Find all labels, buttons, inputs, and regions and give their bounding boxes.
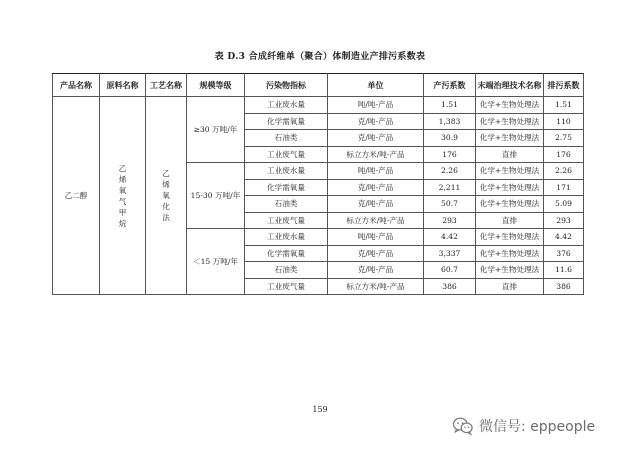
treatment-technology-cell: 化学+生物处理法 (476, 179, 544, 196)
discharge-coefficient-cell: 2.75 (544, 130, 584, 147)
header-product: 产品名称 (53, 74, 100, 97)
discharge-coefficient-cell: 11.6 (544, 262, 584, 279)
treatment-technology-cell: 化学+生物处理法 (476, 163, 544, 180)
discharge-coefficient-cell: 5.09 (544, 196, 584, 213)
unit-cell: 克/吨-产品 (328, 113, 424, 130)
pollutant-cell: 工业废气量 (245, 278, 328, 295)
pollutant-cell: 化学需氧量 (245, 179, 328, 196)
unit-cell: 吨/吨-产品 (328, 97, 424, 114)
generation-coefficient-cell: 3,337 (424, 245, 476, 262)
treatment-technology-cell: 化学+生物处理法 (476, 97, 544, 114)
wechat-icon (452, 416, 474, 436)
unit-cell: 吨/吨-产品 (328, 229, 424, 246)
generation-coefficient-cell: 386 (424, 278, 476, 295)
header-pollutant: 污染物指标 (245, 74, 328, 97)
generation-coefficient-cell: 176 (424, 146, 476, 163)
scale-cell: ≥30 万吨/年 (187, 97, 245, 163)
treatment-technology-cell: 化学+生物处理法 (476, 196, 544, 213)
discharge-coefficient-cell: 1.51 (544, 97, 584, 114)
pollutant-cell: 石油类 (245, 196, 328, 213)
generation-coefficient-cell: 30.9 (424, 130, 476, 147)
generation-coefficient-cell: 1,383 (424, 113, 476, 130)
generation-coefficient-cell: 2.26 (424, 163, 476, 180)
unit-cell: 克/吨-产品 (328, 262, 424, 279)
unit-cell: 标立方米/吨-产品 (328, 278, 424, 295)
product-name-cell: 乙二醇 (53, 97, 100, 295)
header-discharge-coefficient: 排污系数 (544, 74, 584, 97)
discharge-coefficient-cell: 376 (544, 245, 584, 262)
pollutant-cell: 石油类 (245, 130, 328, 147)
discharge-coefficient-cell: 176 (544, 146, 584, 163)
table-header-row (53, 74, 584, 97)
page-number: 159 (312, 405, 328, 414)
scale-cell: ＜15 万吨/年 (187, 229, 245, 295)
generation-coefficient-cell: 60.7 (424, 262, 476, 279)
discharge-coefficient-cell: 4.42 (544, 229, 584, 246)
treatment-technology-cell: 化学+生物处理法 (476, 113, 544, 130)
generation-coefficient-cell: 4.42 (424, 229, 476, 246)
scale-cell: 15-30 万吨/年 (187, 163, 245, 229)
unit-cell: 标立方米/吨-产品 (328, 212, 424, 229)
pollutant-cell: 工业废气量 (245, 212, 328, 229)
discharge-coefficient-cell: 386 (544, 278, 584, 295)
unit-cell: 克/吨-产品 (328, 130, 424, 147)
pollutant-cell: 化学需氧量 (245, 113, 328, 130)
discharge-coefficient-cell: 2.26 (544, 163, 584, 180)
pollutant-cell: 工业废水量 (245, 97, 328, 114)
unit-cell: 克/吨-产品 (328, 196, 424, 213)
treatment-technology-cell: 化学+生物处理法 (476, 130, 544, 147)
discharge-coefficient-cell: 110 (544, 113, 584, 130)
unit-cell: 克/吨-产品 (328, 179, 424, 196)
header-generation-coefficient: 产污系数 (424, 74, 476, 97)
process-name-cell: 乙烯氧化法 (146, 97, 187, 295)
pollutant-cell: 石油类 (245, 262, 328, 279)
pollutant-cell: 化学需氧量 (245, 245, 328, 262)
treatment-technology-cell: 化学+生物处理法 (476, 229, 544, 246)
header-scale: 规模等级 (187, 74, 245, 97)
unit-cell: 吨/吨-产品 (328, 163, 424, 180)
pollutant-cell: 工业废气量 (245, 146, 328, 163)
header-unit: 单位 (328, 74, 424, 97)
pollutant-cell: 工业废水量 (245, 229, 328, 246)
pollutant-cell: 工业废水量 (245, 163, 328, 180)
generation-coefficient-cell: 2,211 (424, 179, 476, 196)
treatment-technology-cell: 化学+生物处理法 (476, 245, 544, 262)
watermark-text: 微信号: eppeople (479, 419, 596, 435)
treatment-technology-cell: 化学+生物处理法 (476, 262, 544, 279)
treatment-technology-cell: 直排 (476, 146, 544, 163)
header-material: 原料名称 (100, 74, 146, 97)
treatment-technology-cell: 直排 (476, 278, 544, 295)
discharge-coefficient-cell: 293 (544, 212, 584, 229)
wechat-watermark (452, 415, 595, 437)
unit-cell: 克/吨-产品 (328, 245, 424, 262)
treatment-technology-cell: 直排 (476, 212, 544, 229)
table-title: 表 D.3 合成纤维单（聚合）体制造业产排污系数表 (214, 52, 426, 62)
header-process: 工艺名称 (146, 74, 187, 97)
discharge-coefficient-cell: 171 (544, 179, 584, 196)
generation-coefficient-cell: 293 (424, 212, 476, 229)
header-treatment-technology: 末端治理技术名称 (476, 74, 544, 97)
emission-coefficient-table (52, 73, 584, 295)
unit-cell: 标立方米/吨-产品 (328, 146, 424, 163)
generation-coefficient-cell: 50.7 (424, 196, 476, 213)
table-row (53, 97, 584, 114)
material-name-cell: 乙烯氧气甲烷 (100, 97, 146, 295)
generation-coefficient-cell: 1.51 (424, 97, 476, 114)
